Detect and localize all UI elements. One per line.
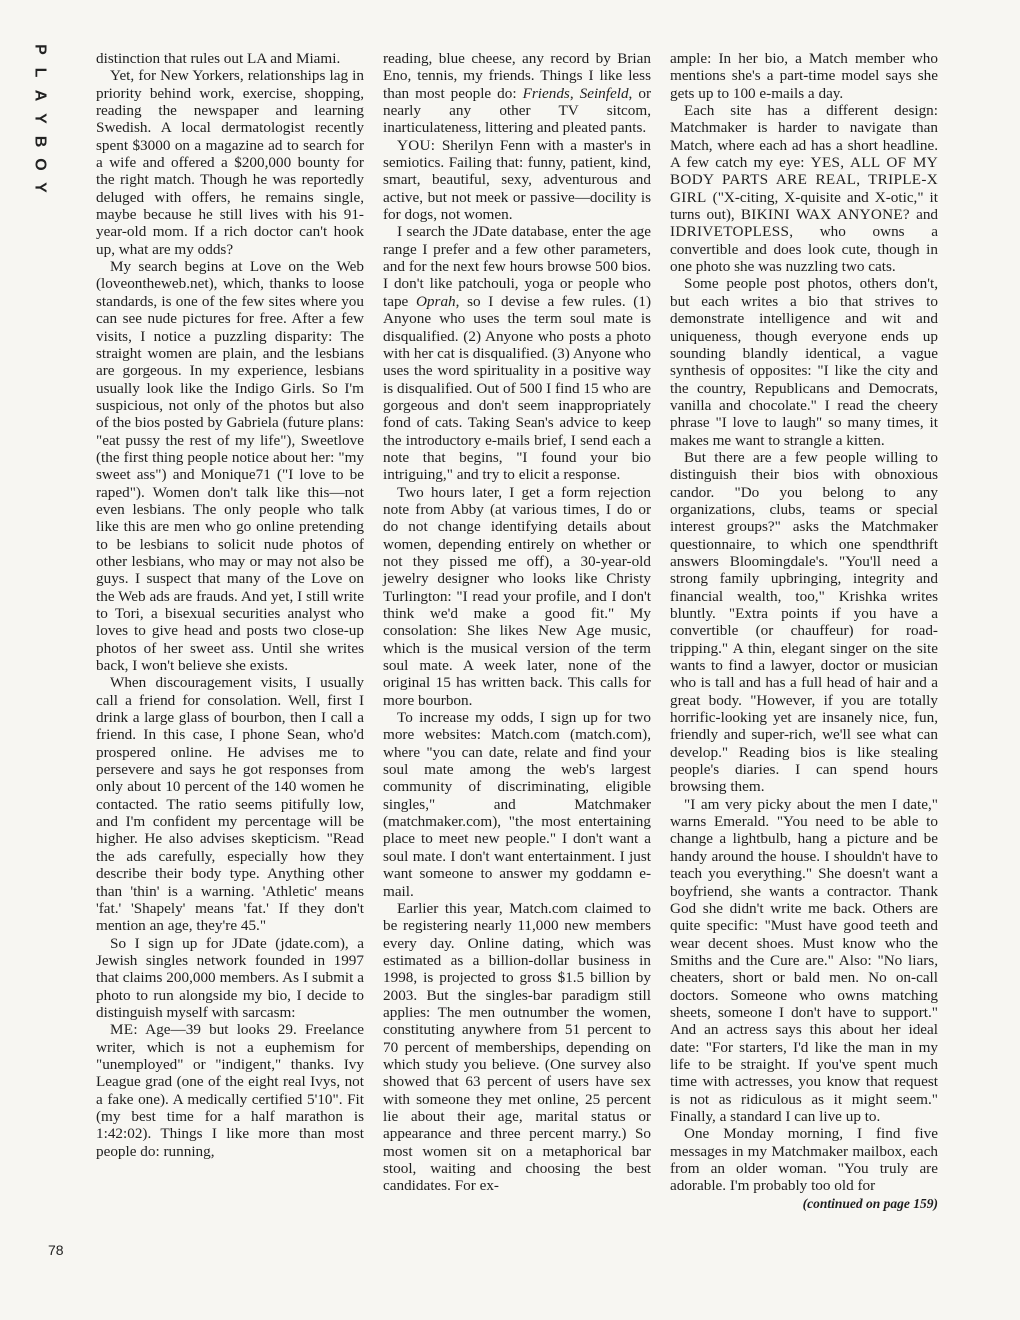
bio-label: ME: [110, 1021, 138, 1039]
ad-headline: IDRIVETOPLESS [670, 223, 790, 241]
ad-headline: TRIPLE-X GIRL [670, 171, 938, 206]
paragraph-text: , so I devise a few rules. (1) Anyone who uses the term soul mate is disqualified. (2) Anyone who posts a photo with her cat is disqualified. (3) Anyone who uses the word spirituality in a positive way is disqualified. Out of 500 I find 15 who are gorgeous and don't seem inappropriately fond of cats. Taking Sean's advice to keep the introductory e-mails brief, I send each a note that begins, "I found your bio intriguing," and try to elicit a response. [383, 292, 651, 484]
paragraph: ample: In her bio, a Match member who mentions she's a part-time model says she gets up to 100 e-mails a day. [670, 50, 938, 102]
paragraph: To increase my odds, I sign up for two more websites: Match.com (match.com), where "you can date, relate and find your soul mate among the web's largest community of discriminating, eligible singles," and Matchmaker (matchmaker.com), "the most entertaining place to meet new people." I don't want a soul mate. I don't want entertainment. I just want someone to answer my goddamn e-mail. [383, 709, 651, 900]
magazine-letter: Y [31, 113, 49, 124]
paragraph: Earlier this year, Match.com claimed to be registering nearly 11,000 new members every day. Online dating, which was estimated as a billion-dollar business in 1998, is projected to gross $1.5 billion by 2003. But the singles-bar paradigm still applies: The men outnumber the women, constituting anywhere from 51 percent to 70 percent of memberships, depending on which study you believe. (One survey also showed that 63 percent of users have sex with someone they met online, 25 percent lie about their age, marital status or appearance and three percent marry.) So most women sit on a metaphorical bar stool, waiting and choosing the best candidates. For ex- [383, 899, 651, 1195]
paragraph [383, 50, 651, 137]
paragraph-text: , or nearly any other TV sitcom, inarticulateness, littering and pleated pants. [383, 84, 651, 137]
paragraph: distinction that rules out LA and Miami. [96, 50, 341, 67]
ad-headline: YES, ALL OF MY BODY PARTS ARE REAL [670, 154, 938, 189]
page-number: 78 [48, 1242, 64, 1258]
paragraph [96, 1021, 364, 1160]
show-title: Friends [522, 84, 570, 102]
paragraph-text: , [856, 171, 869, 189]
paragraph [383, 137, 651, 224]
paragraph: Some people post photos, others don't, but each writes a bio that strives to demonstrate intelligence and wit and uniqueness, though everyone ends up sounding blandly identical, a vague synthesis of opposites: "I like the city and the country, Republicans and Democrats, vanilla and chocolate." I read the cheery phrase "I love to laugh" so many times, it makes me want to strangle a kitten. [670, 275, 938, 449]
paragraph-text: reading, blue cheese, any record by Brian Eno, tennis, my friends. Things I like less than most people do: [383, 50, 651, 102]
magazine-letter: O [31, 158, 49, 171]
magazine-letter: P [31, 44, 49, 55]
paragraph-text: Sherilyn Fenn with a master's in semiotics. Failing that: funny, patient, kind, smart, beautiful, sexy, adventurous and active, but not meek or passive—docility is for dogs, not women. [383, 136, 652, 224]
article-column-3 [670, 50, 938, 1212]
paragraph [383, 223, 651, 483]
paragraph-text: I search the JDate database, enter the age range I prefer and a few other parameters, and for the next few hours browse 500 bios. I don't like patchouli, yoga or people who tape [383, 223, 651, 310]
magazine-letter: B [31, 135, 49, 148]
paragraph: One Monday morning, I find five messages in my Matchmaker mailbox, each from an older woman. "You truly are adorable. I'm probably too old for [670, 1125, 938, 1195]
paragraph: My search begins at Love on the Web (loveontheweb.net), which, thanks to loose standards, is one of the few sites where you can see nude pictures for free. After a few visits, I notice a puzzling disparity: The straight women are plain, and the lesbians are gorgeous. In my experience, lesbians usually look like the Indigo Girls. So I'm suspicious, not only of the photos but also of the bios posted by Gabriela (future plans: "eat pussy the rest of my life"), Sweetlove (the first thing people notice about her: "my sweet ass") and Monique71 ("I love to be raped"). Women don't talk like this—not even lesbians. The only people who talk like this are men who go online pretending to be lesbians to solicit nude photos of other lesbians, who may or may not also be guys. I suspect that many of the Love on the Web ads are frauds. And yet, I still write to Tori, a bisexual securities analyst who loves to give head and posts two close-up photos of her sweet ass. Until she writes back, I won't believe she exists. [96, 258, 364, 675]
show-title: Oprah [415, 292, 456, 310]
magazine-name-vertical [20, 38, 60, 199]
article-column-2 [383, 50, 651, 1195]
ad-headline: BIKINI WAX ANYONE? [740, 206, 910, 224]
magazine-letter: A [31, 89, 49, 102]
paragraph-text: and [909, 206, 939, 224]
paragraph: When discouragement visits, I usually call a friend for consolation. Well, first I drink a large glass of bourbon, then I call a friend. In this case, I phone Sean, who'd prospered online. He advises me to persevere and says he got responses from only about 10 percent of the 140 women he contacted. The ratio seems pitifully low, and I'm confident my percentage will be higher. He also advises skepticism. "Read the ads carefully, especially how they describe their body type. Anything other than 'thin' is a warning. 'Athletic' means 'fat.' 'Shapely' means 'fat.' If they don't mention an age, they're 45." [96, 674, 364, 935]
magazine-letter: L [31, 67, 49, 78]
paragraph: Yet, for New Yorkers, relationships lag in priority behind work, exercise, shopping, reading the newspaper and learning Swedish. A local dermatologist recently spent $3000 on a magazine ad to search for a wife and offered a $200,000 bounty for the right match. Though he was reportedly deluged with offers, he remains single, maybe because he still lives with his 91-year-old mom. If a rich doctor can't hook up, what are my odds? [96, 67, 364, 258]
article-column-1 [96, 50, 364, 1160]
magazine-letter: Y [31, 182, 49, 193]
paragraph: "I am very picky about the men I date," warns Emerald. "You need to be able to change a lightbulb, hang a picture and be handy around the house. I shouldn't have to teach you everything." She doesn't want a boyfriend, she wants a contractor. Thank God she didn't write me back. Others are quite specific: "Must have good teeth and wear decent shoes. Must know who the Smiths and the Cure are." Also: "No liars, cheaters, short or bald men. No on-call doctors. Someone who owns matching sheets, someone I don't have to support." And an actress says this about her ideal date: "For starters, I'd like the man in my life to be straight. If you've spent much time with actresses, you know that request is not as ridiculous as it might seem." Finally, a standard I can live up to. [670, 795, 938, 1125]
paragraph: So I sign up for JDate (jdate.com), a Jewish singles network founded in 1997 that claims 200,000 members. As I submit a photo to run alongside my bio, I decide to distinguish myself with sarcasm: [96, 934, 364, 1021]
continued-on-page: (continued on page 159) [802, 1195, 938, 1211]
paragraph: But there are a few people willing to distinguish their bios with obnoxious candor. "Do you belong to any organizations, clubs, teams or special interest groups?" asks the Matchmaker questionnaire, to which one spendthrift answers Bloomingdale's. "You'll need a strong family upbringing, integrity and financial wealth, too," Krishka writes bluntly. "Extra points if you have a convertible (or chauffeur) for road-tripping." A thin, elegant singer on the site wants to find a lawyer, doctor or musician who is tall and has a full head of hair and a great body. "However, if you are totally horrific-looking yet are insanely nice, fun, friendly and super-rich, we'll see what can develop." Reading bios is like stealing people's diaries. I can spend hours browsing them. [670, 448, 938, 796]
paragraph-text: , who owns a convertible and does look cute, though in one photo she was nuzzling two cats. [670, 223, 938, 276]
show-title: Seinfeld [579, 84, 629, 102]
paragraph: Two hours later, I get a form rejection note from Abby (at various times, I do or do not change identifying details about women, depending entirely on whether or not they pissed me off), a 30-year-old jewelry designer who looks like Christy Turlington: "I read your profile, and I don't think we'd make a good fit." My consolation: She likes New Age music, which is the musical version of the term soul mate. A week later, none of the original 15 has written back. This calls for more bourbon. [383, 483, 651, 709]
paragraph-text: Each site has a different design: Matchmaker is harder to navigate than Match, where each ad has a short headline. A few catch my eye: [670, 102, 938, 172]
bio-label: YOU: [397, 136, 436, 154]
paragraph-text: , [569, 84, 580, 102]
paragraph [670, 102, 938, 275]
paragraph-text: Age—39 but looks 29. Freelance writer, which is not a euphemism for "unemployed" or "indigent," thanks. Ivy League grad (one of the eight real Ivys, not a fake one). A medically certified 5'10". Fit (my best time for a half marathon is 1:42:02). Things I like more than most people do: running, [96, 1021, 364, 1160]
paragraph-text: ("X-citing, X-quisite and X-otic," it turns out), [670, 188, 938, 224]
